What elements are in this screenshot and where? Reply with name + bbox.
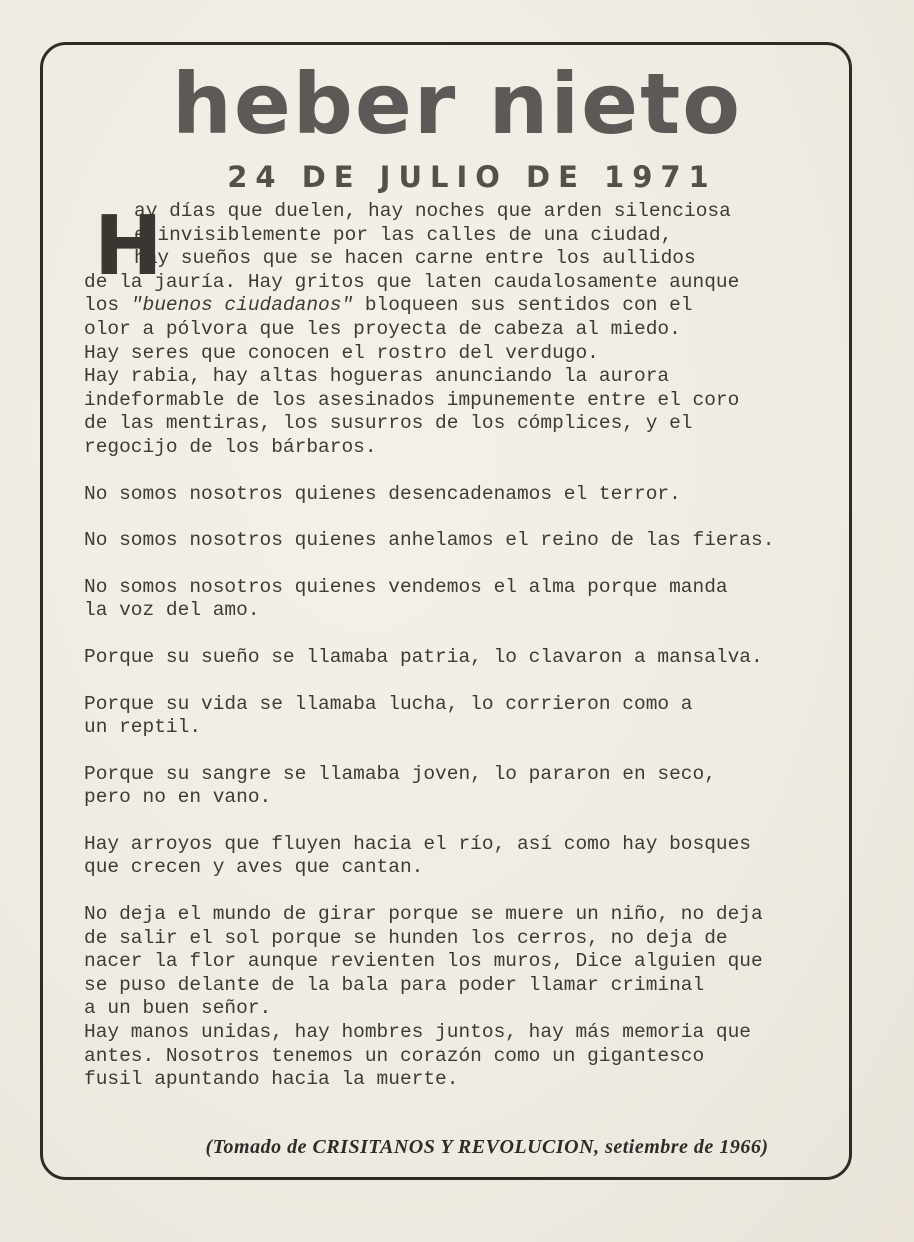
- text-line: olor a pólvora que les proyecta de cabeza al miedo.: [84, 317, 681, 340]
- intro-line: ay días que duelen, hay noches que arden silenciosa: [134, 200, 731, 222]
- text-line: un reptil.: [84, 716, 202, 739]
- text-line: pero no en vano.: [84, 786, 272, 809]
- text-line: a un buen señor.: [84, 997, 272, 1020]
- paragraph: [84, 693, 794, 740]
- final-paragraph: [84, 903, 794, 1092]
- text-line: indeformable de los asesinados impunemente entre el coro: [84, 388, 740, 411]
- text-line: de las mentiras, los susurros de los cómplices, y el: [84, 412, 693, 435]
- text-line: fusil apuntando hacia la muerte.: [84, 1068, 459, 1091]
- text-line: No somos nosotros quienes anhelamos el reino de las fieras.: [84, 529, 775, 552]
- source-citation: (Tomado de CRISITANOS Y REVOLUCION, setiembre de 1966): [205, 1136, 769, 1158]
- text-line: No somos nosotros quienes vendemos el alma porque manda: [84, 575, 728, 598]
- intro-line: hay sueños que se hacen carne entre los aullidos: [134, 247, 696, 270]
- text-line: la voz del amo.: [84, 599, 260, 622]
- paragraph: [84, 833, 794, 880]
- text-line: Porque su sangre se llamaba joven, lo pararon en seco,: [84, 762, 716, 785]
- text-line: de la jauría. Hay gritos que laten caudalosamente aunque: [84, 270, 740, 293]
- text-line: Hay arroyos que fluyen hacia el río, así como hay bosques: [84, 832, 752, 855]
- text-line: nacer la flor aunque revienten los muros, Dice alguien que: [84, 950, 763, 973]
- poem-body: [84, 200, 794, 1092]
- text-line: se puso delante de la bala para poder llamar criminal: [84, 973, 705, 996]
- paragraph: [84, 763, 794, 810]
- paragraph: [84, 529, 794, 553]
- page-title: heber nieto: [172, 55, 742, 153]
- quoted-phrase: "buenos ciudadanos": [130, 294, 354, 317]
- paragraph: [84, 646, 794, 670]
- text-line: regocijo de los bárbaros.: [84, 435, 377, 458]
- text-line: los "buenos ciudadanos" bloqueen sus sentidos con el: [84, 294, 693, 317]
- paragraph: [84, 576, 794, 623]
- text-line: Porque su sueño se llamaba patria, lo clavaron a mansalva.: [84, 645, 763, 668]
- first-paragraph: [84, 271, 794, 460]
- intro-line: e invisiblemente por las calles de una ciudad,: [134, 223, 673, 246]
- text-line: de salir el sol porque se hunden los cerros, no deja de: [84, 926, 728, 949]
- text-line: Hay seres que conocen el rostro del verdugo.: [84, 341, 599, 364]
- text-line: Porque su vida se llamaba lucha, lo corrieron como a: [84, 692, 693, 715]
- paragraph: [84, 483, 794, 507]
- text-line: Hay rabia, hay altas hogueras anunciando la aurora: [84, 365, 670, 388]
- date-heading: 24 DE JULIO DE 1971: [227, 160, 717, 194]
- text-line: que crecen y aves que cantan.: [84, 856, 424, 879]
- text-line: Hay manos unidas, hay hombres juntos, hay más memoria que: [84, 1021, 752, 1044]
- drop-cap: H: [94, 199, 161, 294]
- text-line: No somos nosotros quienes desencadenamos el terror.: [84, 482, 681, 505]
- text-line: antes. Nosotros tenemos un corazón como un gigantesco: [84, 1044, 705, 1067]
- text-line: No deja el mundo de girar porque se muere un niño, no deja: [84, 903, 763, 926]
